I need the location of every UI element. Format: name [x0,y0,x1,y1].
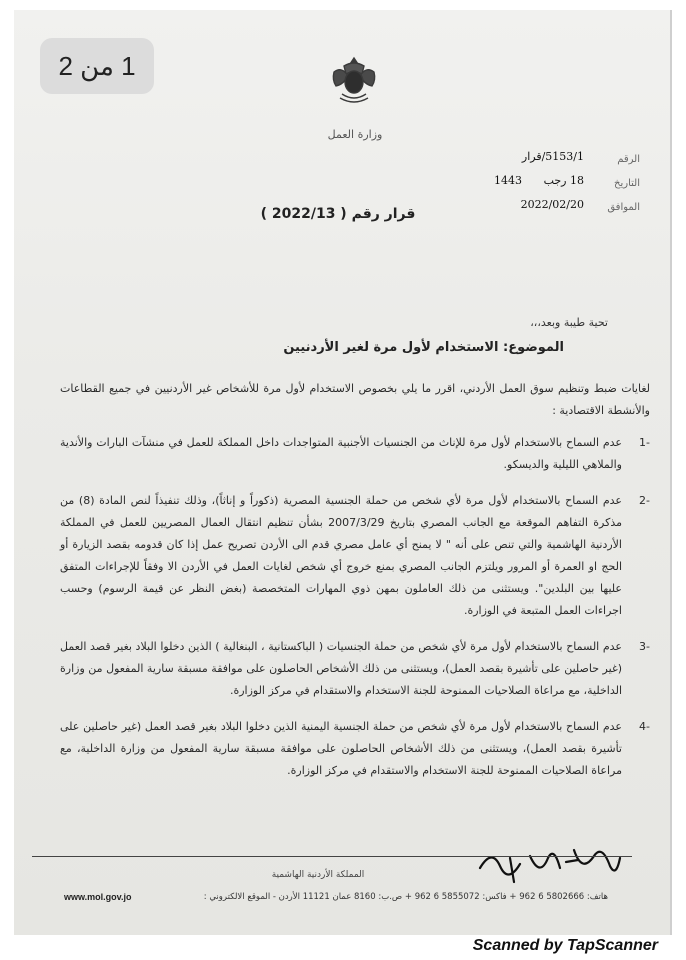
list-item [60,432,650,476]
ministry-name: وزارة العمل [327,128,383,141]
footer-contact-info: هاتف: 5802666 6 962 + فاكس: 5855072 6 962 + ص.ب: 8160 عمان 11121 الأردن - الموقع الالكتروني : [203,892,608,902]
subject-line: الموضوع: الاستخدام لأول مرة لغير الأردنيين [283,340,564,355]
item-text: عدم السماح بالاستخدام لأول مرة لأي شخص من حملة الجنسية المصرية (ذكوراً و إناثاً)، وذلك تنفيذاً لنص المادة (8) من مذكرة التفاهم الموقعة مع الجانب المصري بتاريخ 2007/3/29 بشأن تنظيم انتقال العمال المصريين للعمل في المملكة الأردنية الهاشمية والتي تنص على أنه " لا يمنح أي عامل مصري قدم الى الأردن تصريح عمل إذا كان قدومه بقصد الزيارة أو الحج او العمرة أو المرور ويلتزم الجانب المصري بمنع خروج أي شخص لغايات العمل في الأردن الا وفقاً للإجراءات المتفق عليها بين البلدين". ويستثنى من ذلك العاملون بمهن ذوي المهارات المتخصصة (بغض النظر عن قيمة الرسوم) وحسب اجراءات العمل المتبعة في الوزارة. [60,494,622,617]
item-text: عدم السماح بالاستخدام لأول مرة لأي شخص من حملة الجنسيات ( الباكستانية ، البنغالية ) الذين دخلوا البلاد بغير قصد العمل (غير حاصلين على تأشيرة بقصد العمل)، ويستثنى من ذلك الأشخاص الحاصلون على موافقة مسبقة سارية المفعول من وزارة الداخلية، مع مراعاة الصلاحيات الممنوحة للجنة الاستخدام والاستقدام في مركز الوزارة. [60,640,622,697]
gregorian-value: 2022/02/20 [520,198,584,211]
page-counter-badge: 1 من 2 [40,38,154,94]
reference-block [470,150,640,222]
list-item [60,716,650,782]
reference-value: 5153/1/قرار [521,150,584,163]
decision-title: قرار رقم ( 2022/13 ) [260,206,416,222]
reference-label: الرقم [617,154,640,165]
item-text: عدم السماح بالاستخدام لأول مرة لأي شخص من حملة الجنسية اليمنية الذين دخلوا البلاد بغير قصد العمل (غير حاصلين على تأشيرة بقصد العمل)، ويستثنى من ذلك الأشخاص الحاصلون على موافقة مسبقة سارية المفعول من وزارة الداخلية، مع مراعاة الصلاحيات الممنوحة للجنة الاستخدام والاستقدام في مركز الوزارة. [60,720,622,777]
item-number: -4 [639,720,650,733]
scanner-watermark-bar [0,935,686,960]
reference-row [470,150,640,174]
hijri-year: 1443 [494,174,522,187]
signature-icon [470,838,630,892]
item-text: عدم السماح بالاستخدام لأول مرة للإناث من الجنسيات الأجنبية المتواجدات داخل المملكة للعمل في منشآت البارات والأندية والملاهي الليلية والديسكو. [60,436,622,471]
intro-paragraph: لغايات ضبط وتنظيم سوق العمل الأردني، اقرر ما يلي بخصوص الاستخدام لأول مرة للأشخاص غير الأردنيين في جميع القطاعات والأنشطة الاقتصادية : [60,382,650,417]
coat-of-arms-icon [326,52,382,108]
footer-divider [32,856,632,857]
gregorian-row [470,198,640,222]
item-number: -2 [639,494,650,507]
hijri-day: 18 رجب [543,174,584,187]
decision-body [60,378,650,796]
date-row [470,174,640,198]
item-number: -1 [639,436,650,449]
list-item [60,636,650,702]
footer-website-link: www.mol.gov.jo [64,892,132,902]
scanner-watermark: Scanned by TapScanner [472,937,658,954]
footer-kingdom-name: المملكة الأردنية الهاشمية [271,870,365,880]
item-number: -3 [639,640,650,653]
date-label: التاريخ [614,178,640,189]
list-item [60,490,650,622]
gregorian-label: الموافق [607,202,640,213]
greeting: تحية طيبة وبعد،،، [530,316,608,329]
